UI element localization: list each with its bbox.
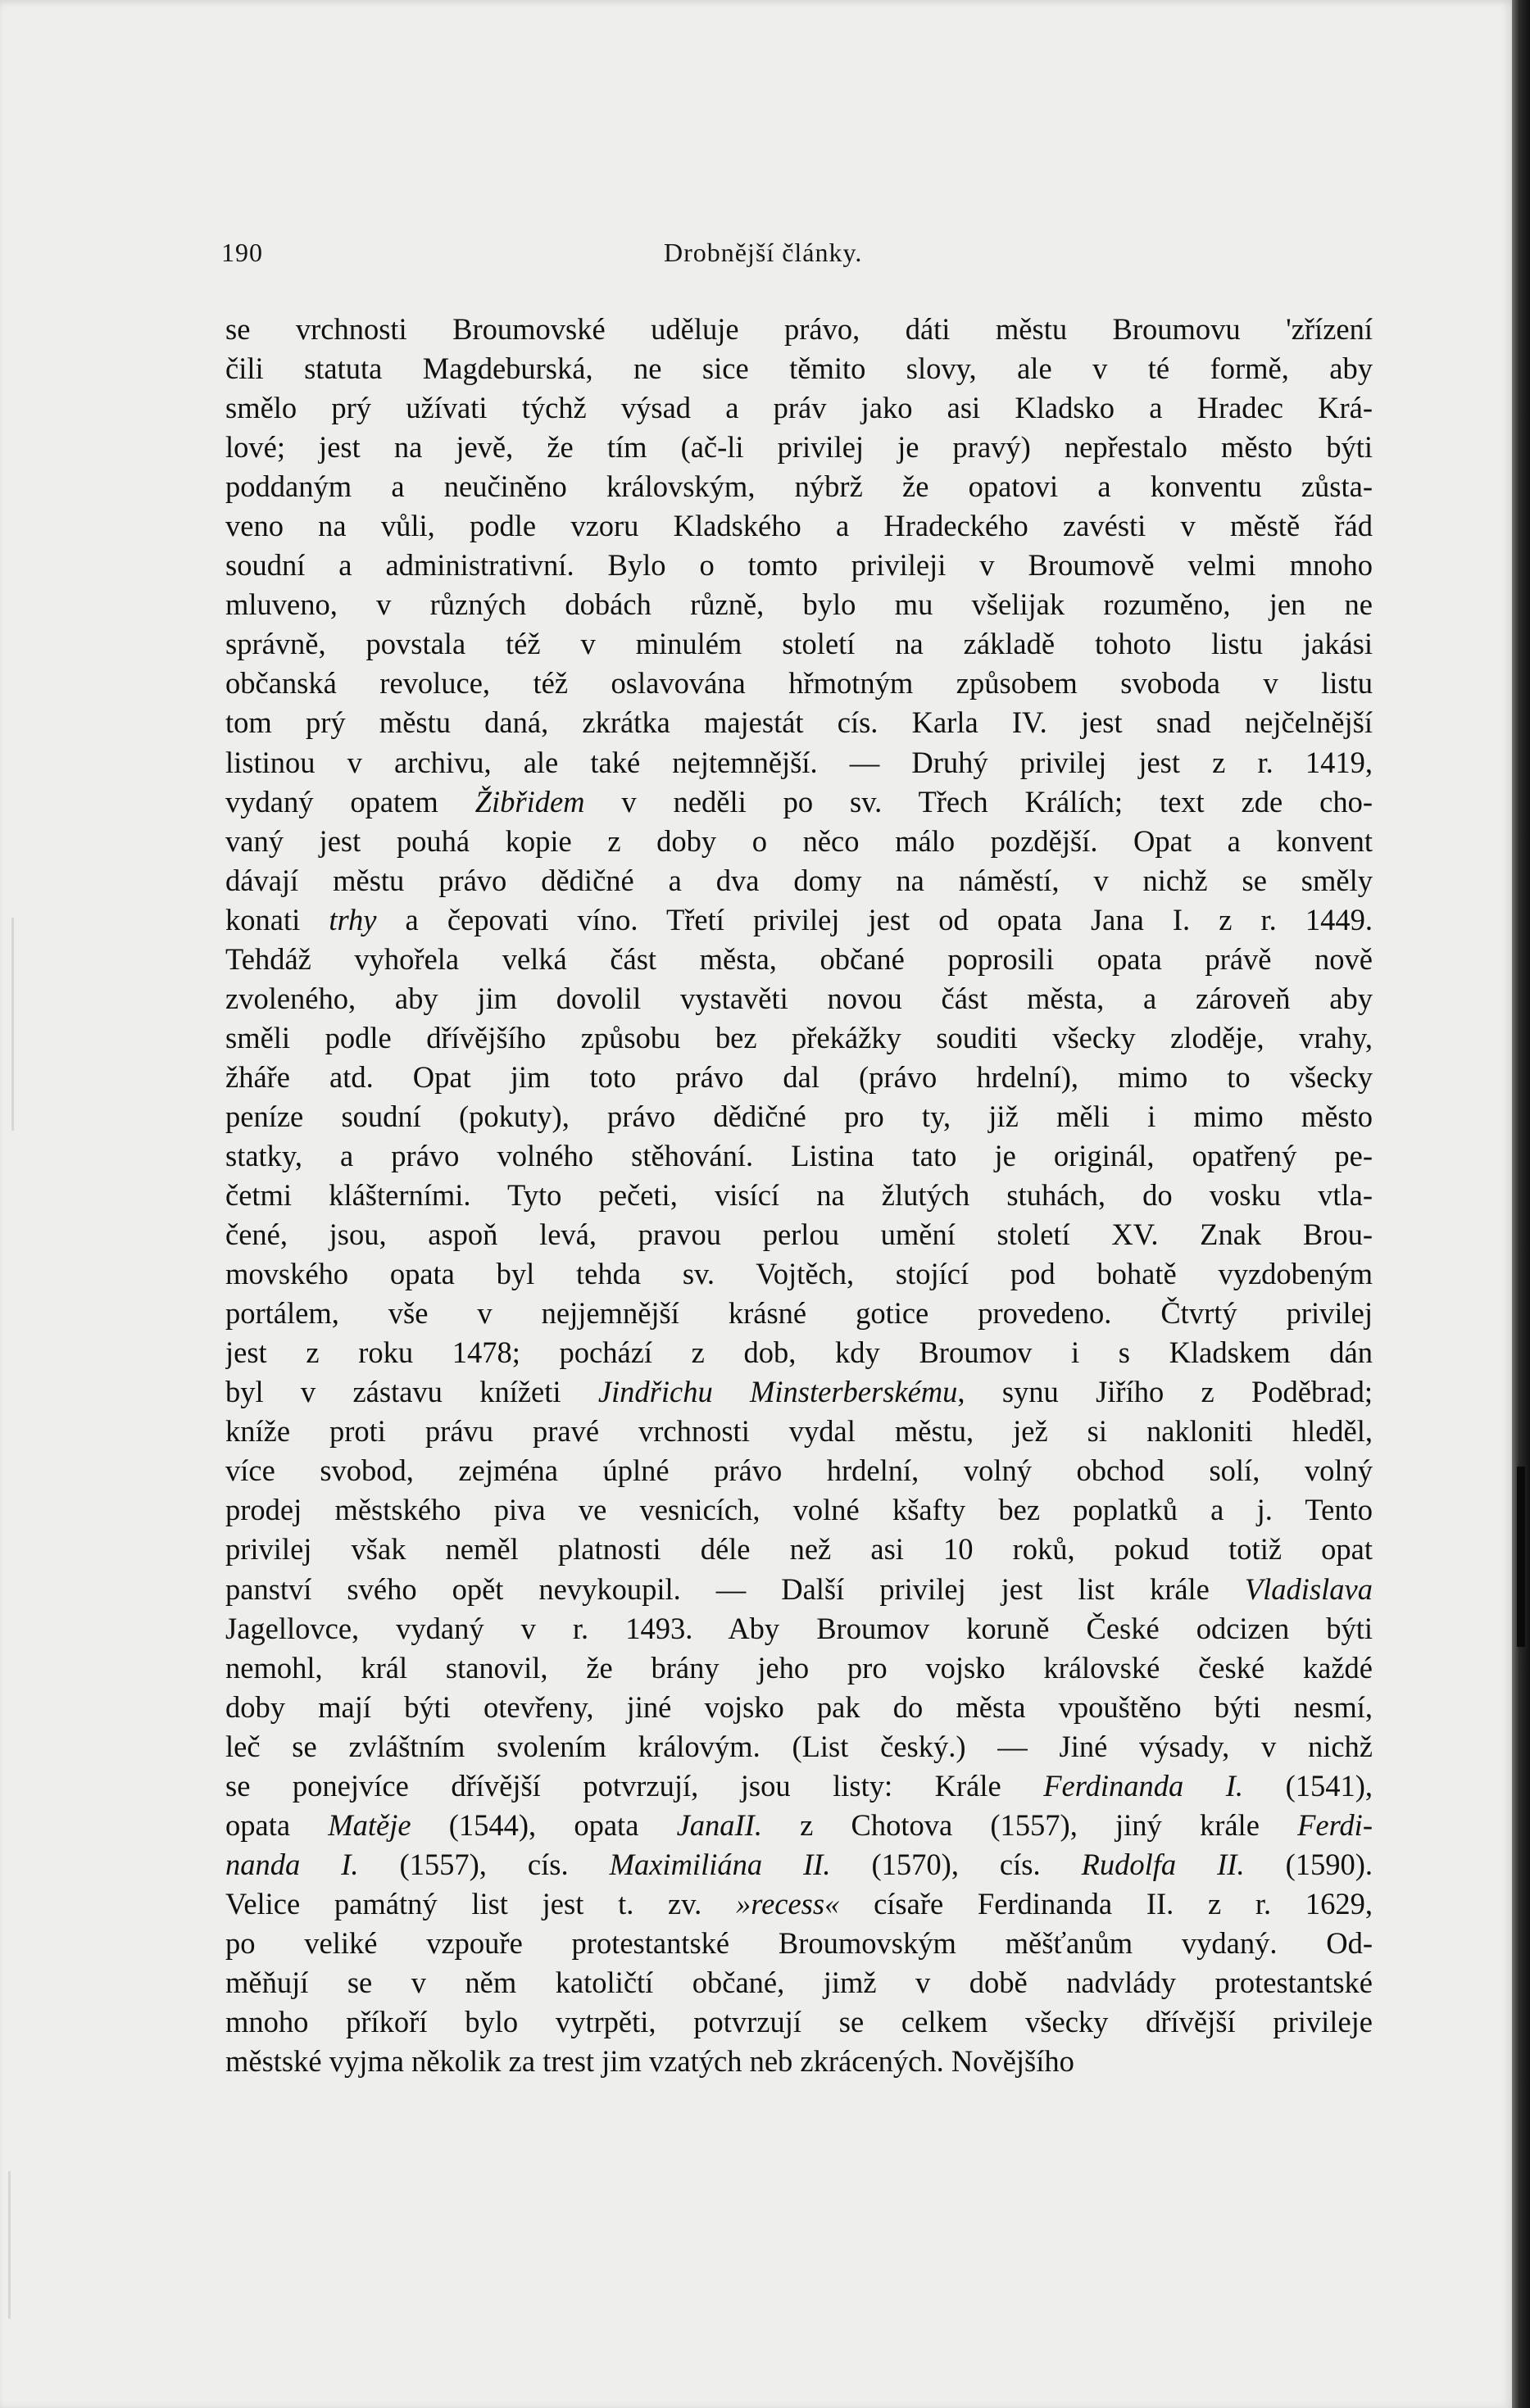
text-segment: prodej městského piva ve vesnicích, volné kšafty bez poplatků a j. Tento <box>225 1493 1373 1527</box>
text-line <box>225 2002 1373 2042</box>
text-segment: v neděli po sv. Třech Králích; text zde cho- <box>584 784 1373 819</box>
text-segment: více svobod, zejména úplné právo hrdelní, volný obchod solí, volný <box>225 1453 1373 1488</box>
text-line <box>225 1845 1373 1884</box>
text-line <box>225 1294 1373 1333</box>
italic-text: »recess« <box>735 1886 840 1921</box>
text-line <box>225 624 1373 664</box>
running-title: Drobnější články. <box>664 238 863 267</box>
text-segment: smělo prý užívati týchž výsad a práv jako asi Kladsko a Hradec Krá- <box>225 391 1373 425</box>
text-segment: žháře atd. Opat jim toto právo dal (právo hrdelní), mimo to všecky <box>225 1059 1373 1094</box>
page-header <box>221 238 1369 274</box>
italic-text: Ferdinanda I. <box>1043 1768 1244 1803</box>
text-segment: , synu Jiřího z Poděbrad; <box>957 1375 1373 1409</box>
text-segment: listinou v archivu, ale také nejtemnější. — Druhý privilej jest z r. 1419, <box>225 745 1373 779</box>
italic-text: Vladislava <box>1244 1571 1373 1606</box>
text-segment: jest z roku 1478; pochází z dob, kdy Broumov i s Kladskem dán <box>225 1336 1373 1370</box>
text-line <box>225 428 1373 467</box>
text-segment: zvoleného, aby jim dovolil vystavěti novou část města, a zároveň aby <box>225 981 1373 1015</box>
text-segment: portálem, vše v nejjemnější krásné gotice provedeno. Čtvrtý privilej <box>225 1296 1373 1331</box>
text-line <box>225 1924 1373 1963</box>
text-segment: nemohl, král stanovil, že brány jeho pro vojsko královské české každé <box>225 1650 1373 1685</box>
text-segment: občanská revoluce, též oslavována hřmotným způsobem svoboda v listu <box>225 666 1373 701</box>
text-segment: opata <box>225 1807 329 1842</box>
text-line <box>225 703 1373 742</box>
text-segment: lové; jest na jevě, že tím (ač-li privilej je pravý) nepřestalo město býti <box>225 430 1373 465</box>
text-segment: z Chotova (1557), jiný krále <box>761 1807 1298 1842</box>
text-segment: směli podle dřívějšího způsobu bez překážky souditi všecky zloděje, vrahy, <box>225 1020 1373 1054</box>
text-segment: panství svého opět nevykoupil. — Další privilej jest list krále <box>225 1571 1245 1606</box>
text-line <box>225 782 1373 822</box>
text-segment: Jagellovce, vydaný v r. 1493. Aby Broumov koruně České odcizen býti <box>225 1611 1373 1645</box>
text-segment: císaře Ferdinanda II. z r. 1629, <box>839 1886 1373 1921</box>
text-line <box>225 1648 1373 1688</box>
text-segment: movského opata byl tehda sv. Vojtěch, stojící pod bohatě vyzdobeným <box>225 1257 1373 1291</box>
text-line <box>225 1963 1373 2002</box>
text-line <box>225 1530 1373 1569</box>
text-line <box>225 1254 1373 1294</box>
text-segment: tom prý městu daná, zkrátka majestát cís. Karla IV. jest snad nejčelnější <box>225 705 1373 740</box>
text-segment: čili statuta Magdeburská, ne sice těmito slovy, ale v té formě, aby <box>225 351 1373 386</box>
page-smudge <box>11 918 14 1131</box>
italic-text: Maximiliána II. <box>609 1847 831 1881</box>
text-segment: (1541), <box>1243 1768 1373 1803</box>
italic-text: Ferdi- <box>1297 1807 1373 1842</box>
text-line <box>225 900 1373 940</box>
text-segment: peníze soudní (pokuty), právo dědičné pro ty, již měli i mimo město <box>225 1099 1373 1133</box>
text-segment: správně, povstala též v minulém století na základě tohoto listu jakási <box>225 627 1373 661</box>
text-line <box>225 546 1373 585</box>
italic-text: JanaII. <box>676 1807 762 1842</box>
text-segment: Tehdáž vyhořela velká část města, občané poprosili opata právě nově <box>225 941 1373 976</box>
text-segment: vydaný opatem <box>225 784 475 819</box>
binding-strip <box>1517 1467 1525 1647</box>
text-segment: se vrchnosti Broumovské uděluje právo, dáti městu Broumovu 'zřízení <box>225 312 1373 346</box>
italic-text: Jindřichu Minsterberskému <box>597 1375 958 1409</box>
text-segment: mnoho příkoří bylo vytrpěti, potvrzují se celkem všecky dřívější privileje <box>225 2005 1373 2039</box>
page-smudge <box>8 2171 11 2319</box>
text-segment: (1590). <box>1244 1847 1373 1881</box>
text-segment: měňují se v něm katoličtí občané, jimž v době nadvlády protestantské <box>225 1965 1373 1999</box>
text-line <box>225 1570 1373 1609</box>
text-segment: statky, a právo volného stěhování. Listina tato je originál, opatřený pe- <box>225 1138 1373 1172</box>
text-line <box>225 1136 1373 1176</box>
text-line <box>225 1058 1373 1097</box>
text-line <box>225 388 1373 428</box>
text-segment: leč se zvláštním svolením královým. (List český.) — Jiné výsady, v nichž <box>225 1729 1373 1763</box>
text-segment: mluveno, v různých dobách různě, bylo mu všelijak rozuměno, jen ne <box>225 587 1373 622</box>
text-segment: (1544), opata <box>411 1807 677 1842</box>
text-line <box>225 1884 1373 1924</box>
text-line <box>225 1176 1373 1215</box>
text-line <box>225 467 1373 506</box>
text-segment: četmi klášterními. Tyto pečeti, visící na žlutých stuhách, do vosku vtla- <box>225 1178 1373 1213</box>
text-line <box>225 940 1373 979</box>
text-line <box>225 1806 1373 1845</box>
text-line <box>225 1451 1373 1490</box>
text-segment: poddaným a neučiněno královským, nýbrž že opatovi a konventu zůsta- <box>225 469 1373 504</box>
text-segment: vaný jest pouhá kopie z doby o něco málo pozdější. Opat a konvent <box>225 823 1373 858</box>
text-line <box>225 1018 1373 1058</box>
text-segment: (1557), cís. <box>358 1847 610 1881</box>
text-line <box>225 310 1373 349</box>
text-segment: soudní a administrativní. Bylo o tomto privileji v Broumově velmi mnoho <box>225 548 1373 583</box>
page-number: 190 <box>221 238 263 267</box>
italic-text: Matěje <box>328 1807 411 1842</box>
text-segment: po veliké vzpouře protestantské Broumovským měšťanům vydaný. Od- <box>225 1925 1373 1960</box>
text-line <box>225 861 1373 900</box>
text-segment: kníže proti právu pravé vrchnosti vydal městu, jež si nakloniti hleděl, <box>225 1414 1373 1449</box>
text-line <box>225 1727 1373 1766</box>
text-line <box>225 349 1373 388</box>
text-line <box>225 743 1373 782</box>
text-line <box>225 664 1373 703</box>
text-line <box>225 1490 1373 1530</box>
page-edge-shadow <box>1512 0 1530 2408</box>
text-line <box>225 822 1373 861</box>
text-line <box>225 585 1373 624</box>
text-line <box>225 1215 1373 1254</box>
text-segment: Velice památný list jest t. zv. <box>225 1886 736 1921</box>
text-segment: (1570), cís. <box>830 1847 1082 1881</box>
text-line <box>225 1097 1373 1136</box>
text-segment: a čepovati víno. Třetí privilej jest od opata Jana I. z r. 1449. <box>376 902 1373 936</box>
text-segment: se ponejvíce dřívější potvrzují, jsou listy: Krále <box>225 1768 1044 1803</box>
text-segment: konati <box>225 902 329 936</box>
text-line <box>225 506 1373 546</box>
text-line <box>225 1333 1373 1372</box>
italic-text: Žibřidem <box>474 784 585 819</box>
text-line <box>225 1688 1373 1727</box>
text-line <box>225 1766 1373 1806</box>
italic-text: Rudolfa II. <box>1081 1847 1245 1881</box>
text-segment: městské vyjma několik za trest jim vzatých neb zkrácených. Novějšího <box>225 2044 1074 2079</box>
body-text <box>225 310 1373 2081</box>
text-segment: veno na vůli, podle vzoru Kladského a Hradeckého zavésti v městě řád <box>225 509 1373 543</box>
text-line <box>225 1372 1373 1412</box>
text-segment: byl v zástavu knížeti <box>225 1375 598 1409</box>
text-line <box>225 2042 1373 2081</box>
text-segment: čené, jsou, aspoň levá, pravou perlou umění století XV. Znak Brou- <box>225 1218 1373 1252</box>
text-segment: privilej však neměl platnosti déle než asi 10 roků, pokud totiž opat <box>225 1532 1373 1567</box>
italic-text: nanda I. <box>225 1847 359 1881</box>
text-line <box>225 1412 1373 1451</box>
text-segment: dávají městu právo dědičné a dva domy na náměstí, v nichž se směly <box>225 863 1373 897</box>
italic-text: trhy <box>329 902 377 936</box>
text-segment: doby mají býti otevřeny, jiné vojsko pak do města vpouštěno býti nesmí, <box>225 1689 1373 1724</box>
text-line <box>225 1609 1373 1648</box>
text-line <box>225 979 1373 1018</box>
